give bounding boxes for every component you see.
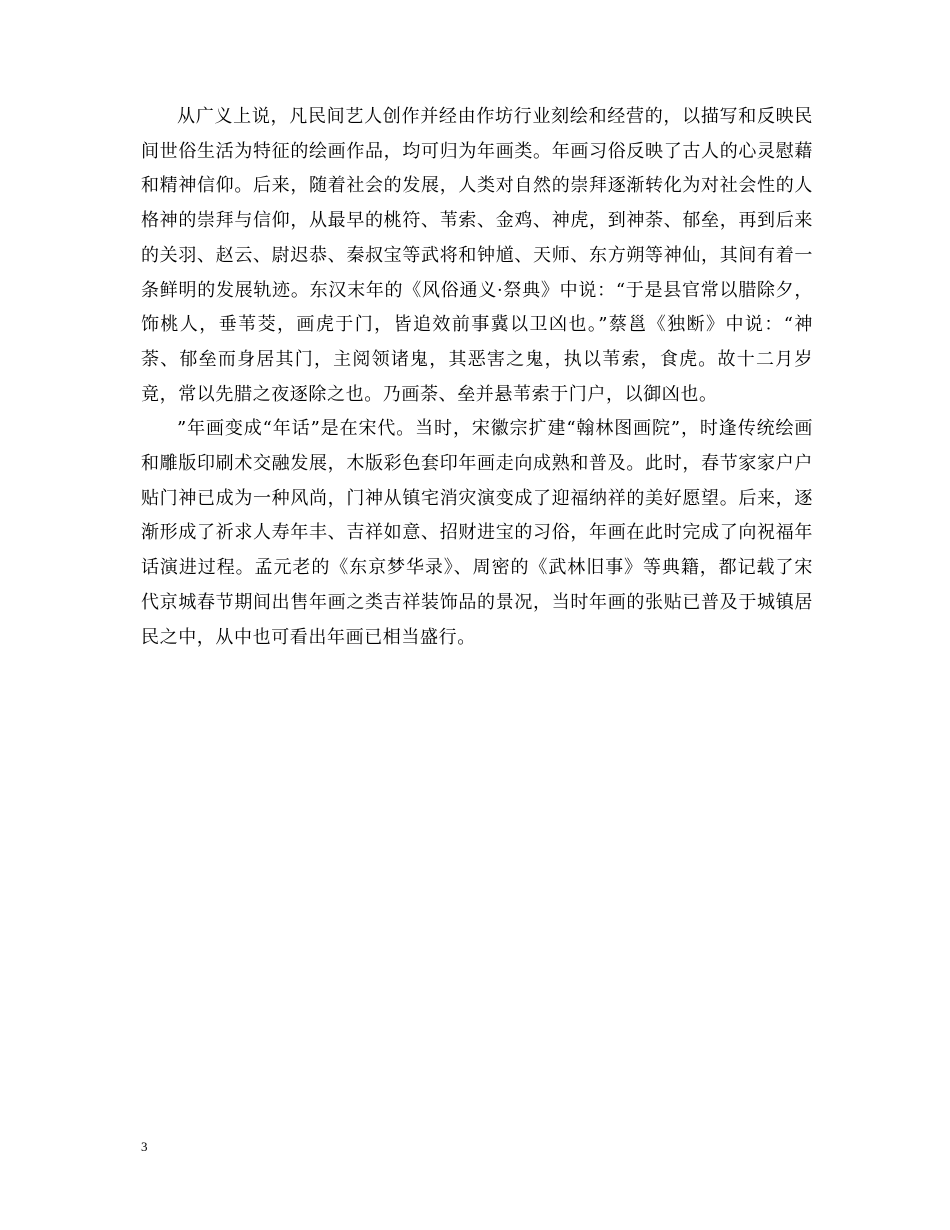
paragraph-2: ”年画变成“年话”是在宋代。当时，宋徽宗扩建“翰林图画院”，时逢传统绘画和雕版印刷术交融发展，木版彩色套印年画走向成熟和普及。此时，春节家家户户贴门神已成为一种风尚，门神从镇宅消灾演变成了迎福纳祥的美好愿望。后来，逐渐形成了祈求人寿年丰、吉祥如意、招财进宝的习俗，年画在此时完成了向祝福年话演进过程。孟元老的《东京梦华录》、周密的《武林旧事》等典籍，都记载了宋代京城春节期间出售年画之类吉祥装饰品的景况，当时年画的张贴已普及于城镇居民之中，从中也可看出年画已相当盛行。 bbox=[141, 418, 813, 648]
paragraph-1: 从广义上说，凡民间艺人创作并经由作坊行业刻绘和经营的，以描写和反映民间世俗生活为特征的绘画作品，均可归为年画类。年画习俗反映了古人的心灵慰藉和精神信仰。后来，随着社会的发展，人类对自然的崇拜逐渐转化为对社会性的人格神的崇拜与信仰，从最早的桃符、苇索、金鸡、神虎，到神荼、郁垒，再到后来的关羽、赵云、尉迟恭、秦叔宝等武将和钟馗、天师、东方朔等神仙，其间有着一条鲜明的发展轨迹。东汉末年的《风俗通义·祭典》中说：“于是县官常以腊除夕，饰桃人，垂苇茭，画虎于门，皆追效前事冀以卫凶也。”蔡邕《独断》中说：“神荼、郁垒而身居其门，主阅领诸鬼，其恶害之鬼，执以苇索，食虎。故十二月岁竟，常以先腊之夜逐除之也。乃画荼、垒并悬苇索于门户，以御凶也。 bbox=[141, 106, 813, 405]
page-number: 3 bbox=[141, 1139, 148, 1154]
body-text bbox=[141, 100, 813, 655]
